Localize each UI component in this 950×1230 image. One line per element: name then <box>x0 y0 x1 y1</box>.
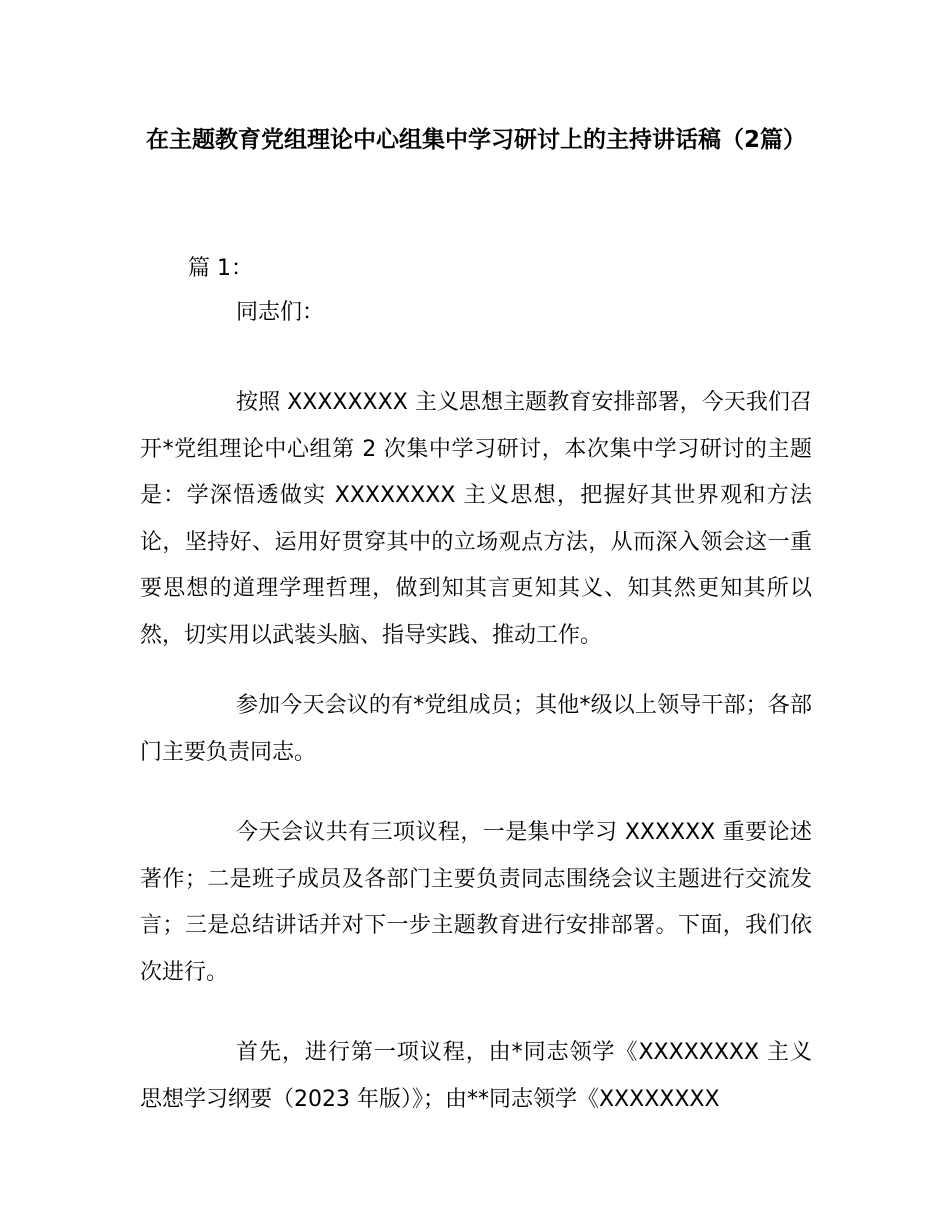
body-paragraph-4: 首先，进行第一项议程，由*同志领学《XXXXXXXX 主义思想学习纲要（2023 年版）》；由**同志领学《XXXXXXXX <box>140 1040 812 1112</box>
document-title: 在主题教育党组理论中心组集中学习研讨上的主持讲话稿（2篇） <box>145 127 806 153</box>
body-paragraph-1: 按照 XXXXXXXX 主义思想主题教育安排部署，今天我们召开*党组理论中心组第 2 次集中学习研讨，本次集中学习研讨的主题是：学深悟透做实 XXXXXXXX 主义思想，把握好其世界观和方法论，坚持好、运用好贯穿其中的立场观点方法，从而深入领会这一重要思想的道理学理哲理，做到知其言更知其义、知其然更知其所以然，切实用以武装头脑、指导实践、推动工作。 <box>140 390 812 648</box>
body-paragraph-3: 今天会议共有三项议程，一是集中学习 XXXXXX 重要论述著作；二是班子成员及各部门主要负责同志围绕会议主题进行交流发言；三是总结讲话并对下一步主题教育进行安排部署。下面，我们依次进行。 <box>140 820 812 985</box>
salutation: 同志们： <box>236 300 325 325</box>
body-paragraph-2: 参加今天会议的有*党组成员；其他*级以上领导干部；各部门主要负责同志。 <box>140 693 812 765</box>
section-label: 篇 1： <box>188 256 253 281</box>
